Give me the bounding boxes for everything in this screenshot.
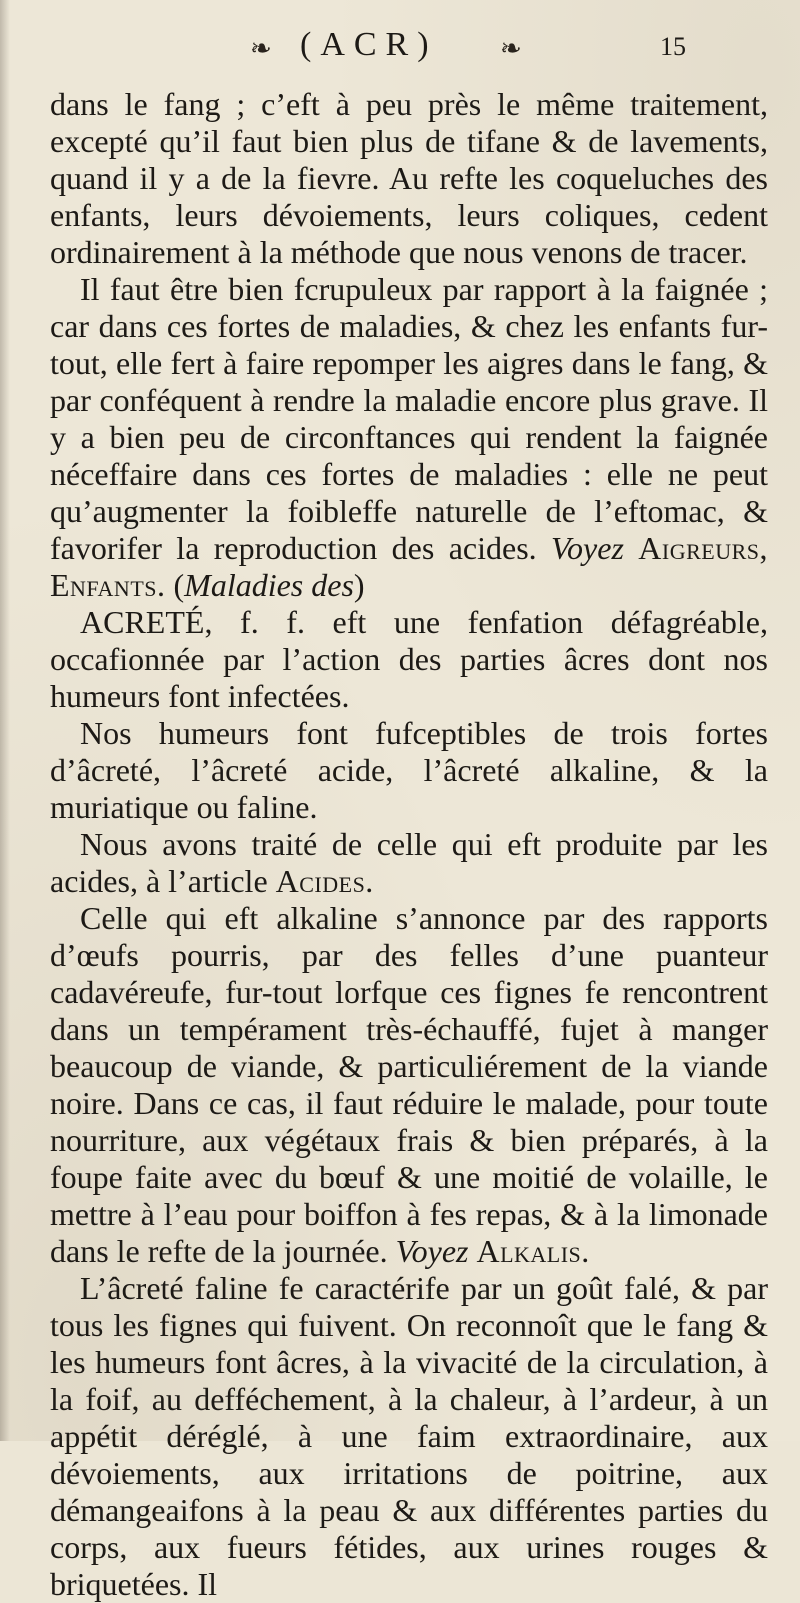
entry-definition: , f. f. eft une fenfation défagréable, occafionnée par l’action des parties âcres dont nos humeurs font infectées. <box>50 604 768 714</box>
paragraph-1: dans le fang ; c’eft à peu près le même traitement, excepté qu’il faut bien plus de tifane & de lavements, quand il y a de la fievre. Au refte les coqueluches des enfants, leurs dévoiements, leurs coliques, cedent ordinairement à la méthode que nous venons de tracer. <box>50 86 768 270</box>
header-ornament-left: ❧ <box>250 34 270 64</box>
paragraph-3: Nos humeurs font fufceptibles de trois fortes d’âcreté, l’âcreté acide, l’âcreté alkaline, & la muriatique ou faline. <box>50 715 768 825</box>
cross-reference-maladies: Maladies des <box>184 567 354 603</box>
cross-reference-acides: Acides. <box>275 863 374 899</box>
header-ornament-right: ❧ <box>500 34 520 64</box>
paragraph-5: Celle qui eft alkaline s’annonce par des rapports d’œufs pourris, par des felles d’une puanteur cadavéreufe, fur-tout lorfque ces fignes fe rencontrent dans un tempérament très-échauffé, fujet à manger beaucoup de viande, & particuliérement de la viande noire. Dans ce cas, il faut réduire le malade, pour toute nourriture, aux végétaux frais & bien préparés, à la foupe faite avec du bœuf & une moitié de volaille, le mettre à l’eau pour boiffon à fes repas, & à la limonade dans le refte de la journée. Voyez Alkalis. <box>50 900 768 1269</box>
page-header <box>0 14 800 64</box>
page-number: 15 <box>660 32 686 61</box>
cross-reference-aigreurs: Aigreurs, Enfants. <box>50 530 769 603</box>
paragraph-2: Il faut être bien fcrupuleux par rapport à la faignée ; car dans ces fortes de maladies, & chez les enfants fur-tout, elle fert à faire repomper les aigres dans le fang, & par conféquent à rendre la maladie encore plus grave. Il y a bien peu de circonftances qui rendent la faignée néceffaire dans ces fortes de maladies : elle ne peut qu’augmenter la foibleffe naturelle de l’eftomac, & favorifer la reproduction des acides. Voyez Aigreurs, Enfants. (Maladies des) <box>50 271 769 603</box>
running-title: (ACR) <box>300 26 438 63</box>
dictionary-entry-acrete <box>50 604 768 715</box>
cross-reference-voyez: Voyez <box>551 530 624 566</box>
page-gutter-shadow <box>0 0 10 1441</box>
paragraph-4: Nous avons traité de celle qui eft produite par les acides, à l’article Acides. <box>50 826 768 899</box>
cross-reference-alkalis: Alkalis. <box>476 1233 590 1269</box>
cross-reference-voyez-2: Voyez <box>395 1233 469 1269</box>
entry-headword: ACRETÉ <box>80 604 205 640</box>
body-text <box>50 86 768 1603</box>
paragraph-6: L’âcreté faline fe caractérife par un goût falé, & par tous les fignes qui fuivent. On reconnoît que le fang & les humeurs font âcres, à la vivacité de la circulation, à la foif, au defféchement, à la chaleur, à l’ardeur, à un appétit déréglé, à une faim extraordinaire, aux dévoiements, aux irritations de poitrine, aux démangeaifons à la peau & aux différentes parties du corps, aux fueurs fétides, aux urines rouges & briquetées. Il <box>50 1270 768 1602</box>
